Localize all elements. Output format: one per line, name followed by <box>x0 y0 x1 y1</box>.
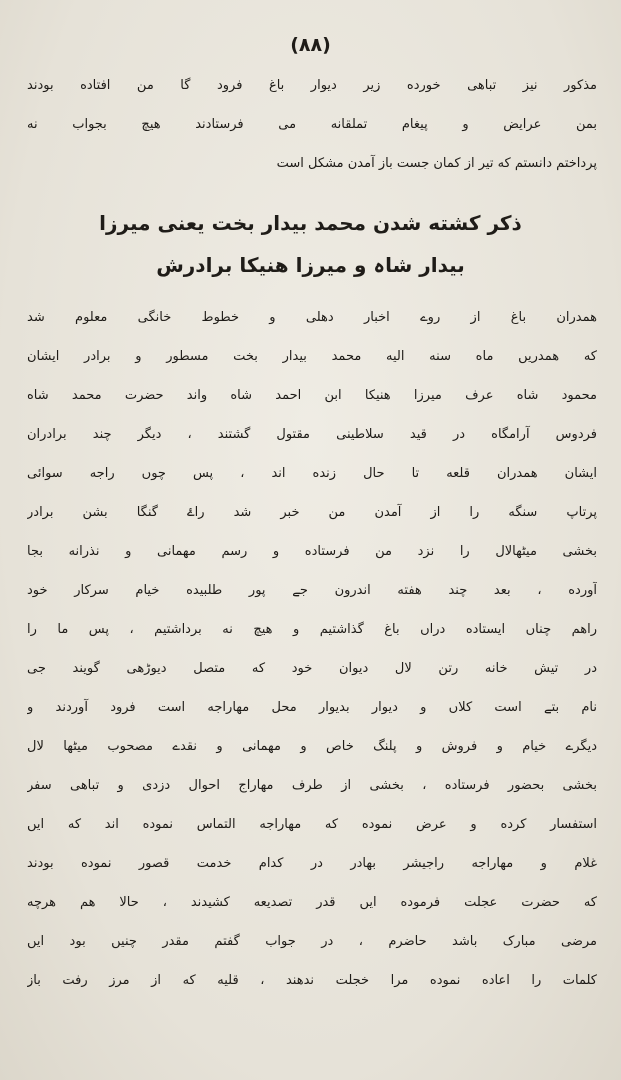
body-line-11: نام بتے است کلاں و دیوار بدیوار محل مهاراجه است فرود آوردند و <box>27 700 597 715</box>
section-heading-line-2: بیدار شاہ و میرزا هنیکا برادرش <box>156 253 465 277</box>
body-line-14: استفسار کرده و عرض نموده که مهاراجه التماس نموده اند که ایں <box>27 817 597 832</box>
text-line-1: مذکور نیز تباهی خورده زیر دیوار باغ فرود گا من افتاده بودند <box>27 78 597 93</box>
body-line-6: پرتاپ سنگه را از آمدن من خبر شد راۓ گنگا بشن برادر <box>27 505 597 520</box>
body-line-8: آورده ، بعد چند هفته اندرون جے پور طلبیده خیام سرکار خود <box>27 583 597 598</box>
body-line-2: که همدریں ماه سنه الیه محمد بیدار بخت مسطور و برادر ایشان <box>27 349 597 364</box>
body-line-5: ایشان همدران قلعه تا حال زنده اند ، پس چوں راجه سوائی <box>27 466 597 481</box>
body-line-13: بخشی بحضور فرستاده ، بخشی از طرف مهاراج احوال دزدی و تباهی سفر <box>27 778 597 793</box>
body-line-15: غلام و مهاراجه راجیشر بهادر در کدام خدمت قصور نموده بودند <box>27 856 597 871</box>
body-line-18: کلمات را اعاده نموده مرا خجلت ندهند ، قلیه که از مرز رفت باز <box>27 973 597 988</box>
body-line-9: راهم چناں ایستاده دراں باغ گذاشتیم و هیچ نه برداشتیم ، پس ما را <box>27 622 597 637</box>
body-line-1: همدران باغ از روے اخبار دهلی و خطوط خانگی معلوم شد <box>27 310 597 325</box>
page-number: (۸۸) <box>290 34 331 56</box>
body-line-17: مرضی مبارک باشد حاضرم ، در جواب گفتم مقدر چنیں بود ایں <box>27 934 597 949</box>
body-line-7: بخشی میٹھالال را نزد من فرستاده و رسم مهمانی و نذرانه بجا <box>27 544 597 559</box>
text-line-2: بمن عرایض و پیغام تملقانه می فرستادند هیچ بجواب نه <box>27 117 597 132</box>
section-heading-line-1: ذکر کشته شدن محمد بیدار بخت یعنی میرزا <box>99 211 522 235</box>
body-line-10: در تیش خانه رتن لال دیوان خود که متصل دیوڑهی گویند جی <box>27 661 597 676</box>
text-line-3: پرداختم دانستم که تیر از کمان جست باز آمدن مشکل است <box>276 156 597 171</box>
body-line-3: محمود شاه عرف میرزا هنیکا ابن احمد شاه واند حضرت محمد شاه <box>27 388 597 403</box>
body-line-4: فردوس آرامگاه در قید سلاطینی مقتول گشتند ، دیگر چند برادران <box>27 427 597 442</box>
body-line-16: که حضرت عجلت فرموده ایں قدر تصدیعه کشیدند ، حالا هم هرچه <box>27 895 597 910</box>
body-line-12: دیگرے خیام و فروش و پلنگ خاص و مهمانی و نقدے مصحوب میٹھا لال <box>27 739 597 754</box>
